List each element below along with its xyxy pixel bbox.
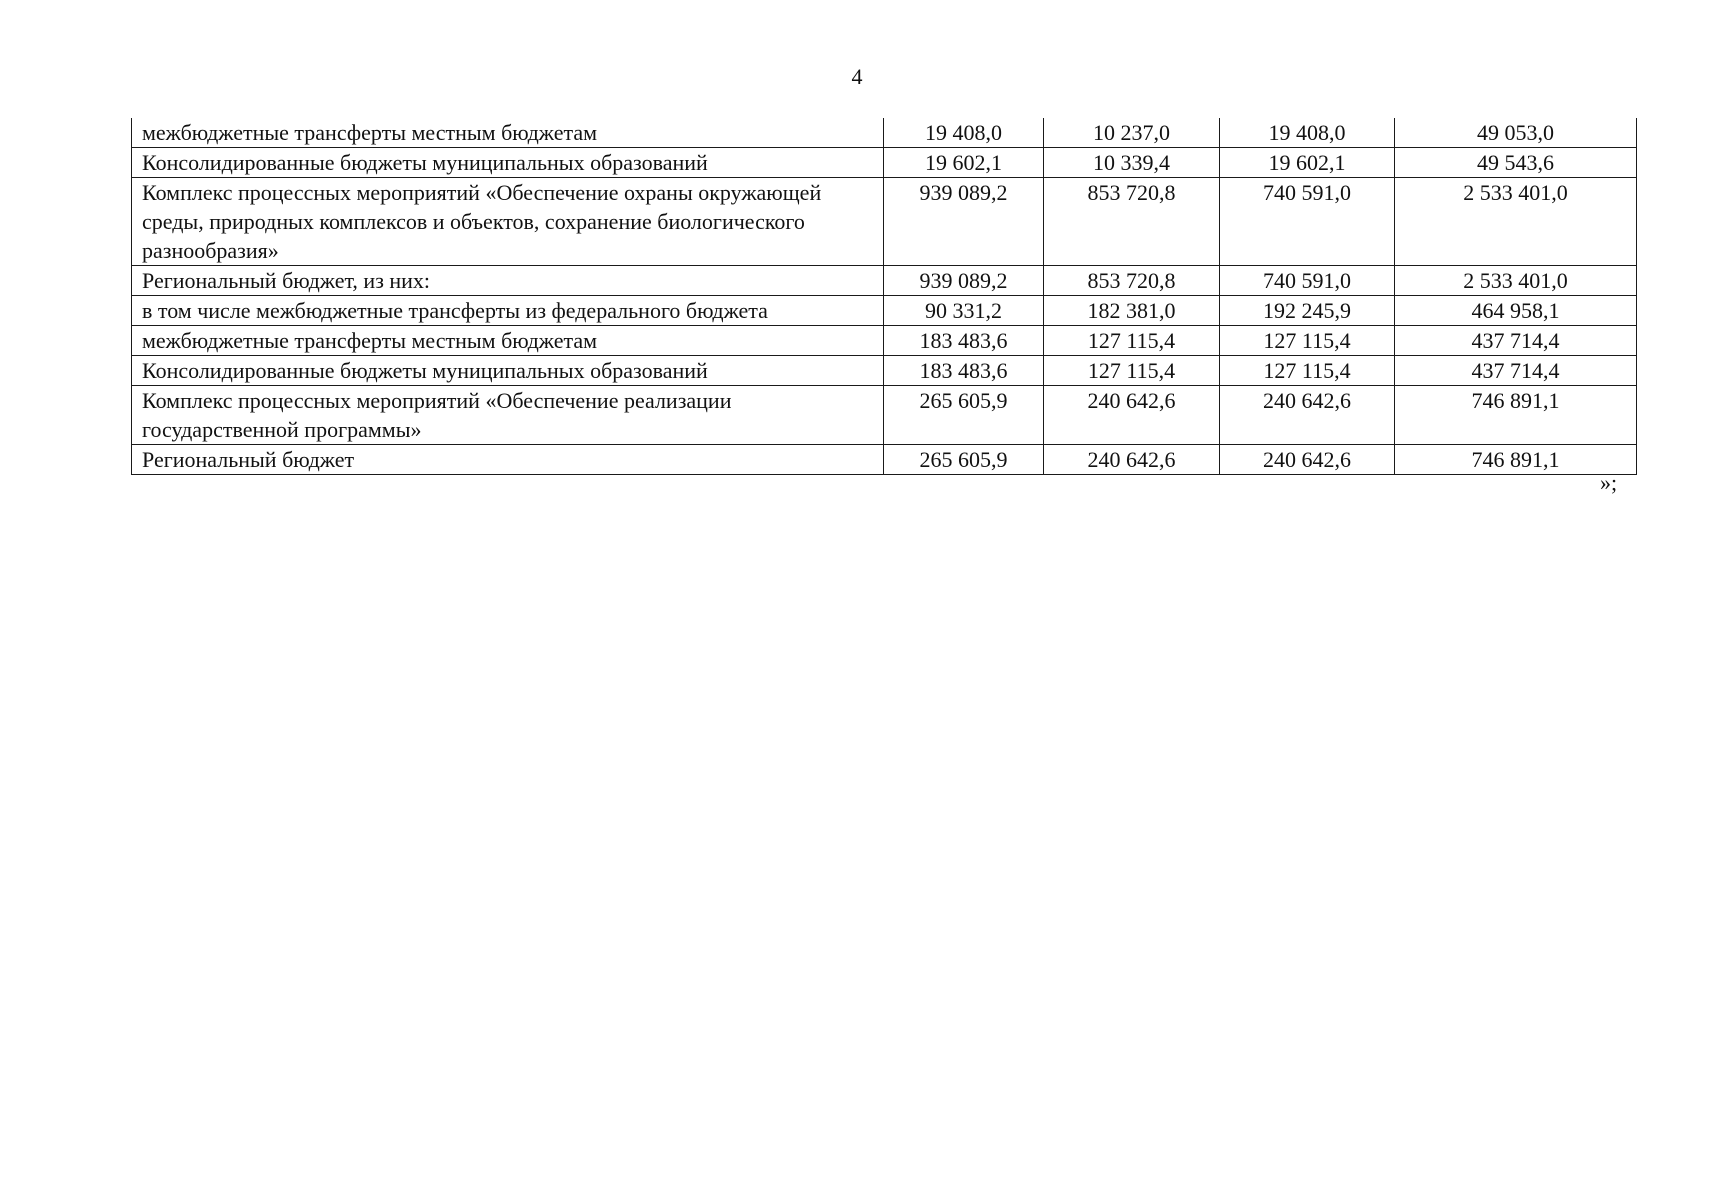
value-cell: 192 245,9 [1220, 296, 1395, 326]
value-cell: 19 602,1 [1220, 148, 1395, 178]
value-cell: 746 891,1 [1395, 386, 1637, 445]
value-cell: 49 543,6 [1395, 148, 1637, 178]
row-label: Региональный бюджет [132, 445, 884, 475]
table-row [132, 445, 1637, 475]
value-cell: 10 339,4 [1044, 148, 1220, 178]
table-row [132, 296, 1637, 326]
value-cell: 740 591,0 [1220, 178, 1395, 266]
value-cell: 437 714,4 [1395, 356, 1637, 386]
row-label: Консолидированные бюджеты муниципальных образований [132, 356, 884, 386]
value-cell: 853 720,8 [1044, 266, 1220, 296]
value-cell: 2 533 401,0 [1395, 266, 1637, 296]
row-label: в том числе межбюджетные трансферты из федерального бюджета [132, 296, 884, 326]
row-label: межбюджетные трансферты местным бюджетам [132, 118, 884, 148]
value-cell: 464 958,1 [1395, 296, 1637, 326]
value-cell: 2 533 401,0 [1395, 178, 1637, 266]
row-label: Региональный бюджет, из них: [132, 266, 884, 296]
value-cell: 127 115,4 [1044, 356, 1220, 386]
value-cell: 265 605,9 [884, 386, 1044, 445]
closing-quote-mark: »; [1600, 470, 1618, 495]
table-row [132, 118, 1637, 148]
value-cell: 240 642,6 [1220, 445, 1395, 475]
value-cell: 183 483,6 [884, 326, 1044, 356]
value-cell: 939 089,2 [884, 178, 1044, 266]
value-cell: 182 381,0 [1044, 296, 1220, 326]
value-cell: 240 642,6 [1044, 386, 1220, 445]
row-label: Консолидированные бюджеты муниципальных образований [132, 148, 884, 178]
value-cell: 19 602,1 [884, 148, 1044, 178]
value-cell: 19 408,0 [884, 118, 1044, 148]
row-label: межбюджетные трансферты местным бюджетам [132, 326, 884, 356]
table-row [132, 386, 1637, 445]
value-cell: 127 115,4 [1220, 326, 1395, 356]
table-row [132, 178, 1637, 266]
value-cell: 127 115,4 [1044, 326, 1220, 356]
table-row [132, 326, 1637, 356]
page-number: 4 [851, 64, 863, 89]
table-row [132, 266, 1637, 296]
table-row [132, 356, 1637, 386]
value-cell: 10 237,0 [1044, 118, 1220, 148]
value-cell: 265 605,9 [884, 445, 1044, 475]
value-cell: 19 408,0 [1220, 118, 1395, 148]
row-label: Комплекс процессных мероприятий «Обеспечение охраны окружающей среды, природных комплексов и объектов, сохранение биологического разнообразия» [132, 178, 884, 266]
row-label: Комплекс процессных мероприятий «Обеспечение реализации государственной программы» [132, 386, 884, 445]
value-cell: 127 115,4 [1220, 356, 1395, 386]
value-cell: 853 720,8 [1044, 178, 1220, 266]
value-cell: 746 891,1 [1395, 445, 1637, 475]
value-cell: 183 483,6 [884, 356, 1044, 386]
value-cell: 740 591,0 [1220, 266, 1395, 296]
value-cell: 240 642,6 [1220, 386, 1395, 445]
value-cell: 49 053,0 [1395, 118, 1637, 148]
value-cell: 437 714,4 [1395, 326, 1637, 356]
value-cell: 240 642,6 [1044, 445, 1220, 475]
value-cell: 90 331,2 [884, 296, 1044, 326]
value-cell: 939 089,2 [884, 266, 1044, 296]
table-row [132, 148, 1637, 178]
budget-table [131, 118, 1637, 475]
